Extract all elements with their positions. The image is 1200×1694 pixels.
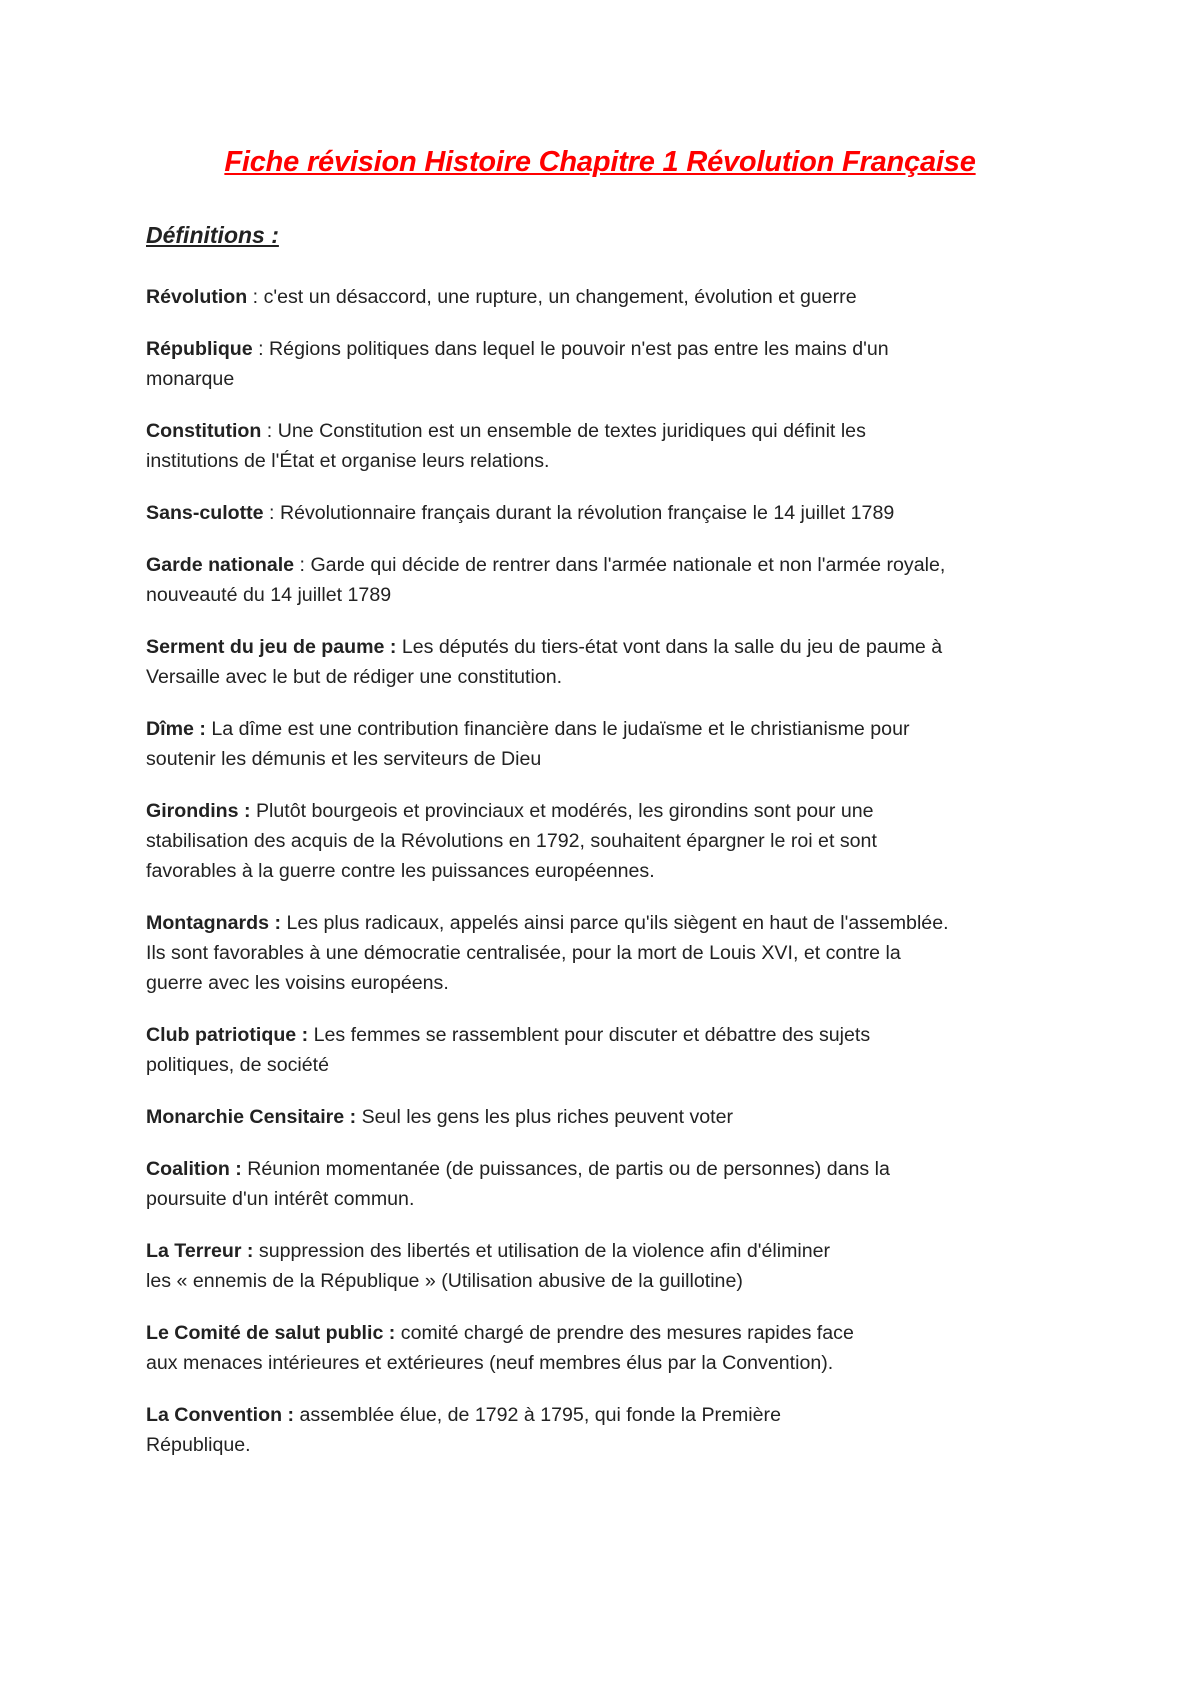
definition-text: Révolutionnaire français durant la révolution française le 14 juillet 1789 [279, 502, 895, 524]
definition-line [146, 1318, 1076, 1348]
definition-line [146, 796, 1076, 826]
definition-text: soutenir les démunis et les serviteurs de Dieu [146, 748, 542, 770]
definition-text: nouveauté du 14 juillet 1789 [146, 584, 392, 606]
section-heading-definitions: Définitions : [146, 222, 279, 248]
definition-item [146, 796, 1076, 886]
definition-term: La Terreur [146, 1240, 242, 1262]
definition-line [146, 968, 1076, 998]
definition-item [146, 1236, 1076, 1296]
definition-separator: : [252, 338, 270, 360]
definition-term: Coalition [146, 1158, 230, 1180]
definition-text: Régions politiques dans lequel le pouvoir n'est pas entre les mains d'un [269, 338, 889, 360]
definition-separator: : [193, 718, 212, 740]
definition-text: stabilisation des acquis de la Révolutions en 1792, souhaitent épargner le roi et sont [146, 830, 877, 852]
definition-text: Plutôt bourgeois et provinciaux et modérés, les girondins sont pour une [255, 800, 874, 822]
definition-term: Constitution [146, 420, 262, 442]
definition-item [146, 550, 1076, 610]
definition-text: comité chargé de prendre des mesures rapides face [400, 1322, 854, 1344]
definition-line [146, 714, 1076, 744]
definition-item [146, 632, 1076, 692]
definition-text: assemblée élue, de 1792 à 1795, qui fonde la Première [299, 1404, 781, 1426]
definition-term: Girondins [146, 800, 239, 822]
definition-term: Sans-culotte [146, 502, 264, 524]
definition-text: c'est un désaccord, une rupture, un changement, évolution et guerre [263, 286, 857, 308]
definition-text: guerre avec les voisins européens. [146, 972, 449, 994]
definition-text: Garde qui décide de rentrer dans l'armée nationale et non l'armée royale, [310, 554, 946, 576]
definition-item [146, 282, 1076, 312]
definition-item [146, 1020, 1076, 1080]
definition-line [146, 282, 1076, 312]
definition-item [146, 1400, 1076, 1460]
definition-term: Monarchie Censitaire [146, 1106, 345, 1128]
definition-term: Montagnards [146, 912, 270, 934]
definition-separator: : [344, 1106, 362, 1128]
definition-item [146, 416, 1076, 476]
definition-separator: : [247, 286, 264, 308]
definition-text: les « ennemis de la République » (Utilisation abusive de la guillotine) [146, 1270, 743, 1292]
definition-text: poursuite d'un intérêt commun. [146, 1188, 415, 1210]
definition-line [146, 826, 1076, 856]
definition-text: Ils sont favorables à une démocratie centralisée, pour la mort de Louis XVI, et contre la [146, 942, 901, 964]
definition-line [146, 580, 1076, 610]
definition-term: Le Comité de salut public [146, 1322, 384, 1344]
definition-text: Seul les gens les plus riches peuvent voter [361, 1106, 734, 1128]
definition-line [146, 1184, 1076, 1214]
definition-text: Les députés du tiers-état vont dans la salle du jeu de paume à [401, 636, 943, 658]
definition-item [146, 714, 1076, 774]
definition-line [146, 1236, 1076, 1266]
definition-text: favorables à la guerre contre les puissances européennes. [146, 860, 655, 882]
definition-term: République [146, 338, 253, 360]
definition-text: politiques, de société [146, 1054, 329, 1076]
definition-term: Garde nationale [146, 554, 295, 576]
definition-separator: : [383, 1322, 401, 1344]
definition-line [146, 446, 1076, 476]
definition-text: Les plus radicaux, appelés ainsi parce qu'ils siègent en haut de l'assemblée. [286, 912, 949, 934]
definition-term: Révolution [146, 286, 248, 308]
definition-text: monarque [146, 368, 235, 390]
definition-item [146, 498, 1076, 528]
definition-line [146, 416, 1076, 446]
definition-line [146, 1050, 1076, 1080]
definition-item [146, 334, 1076, 394]
definition-line [146, 908, 1076, 938]
definition-text: La dîme est une contribution financière dans le judaïsme et le christianisme pour [211, 718, 910, 740]
definition-term: Serment du jeu de paume [146, 636, 385, 658]
definition-text: aux menaces intérieures et extérieures (neuf membres élus par la Convention). [146, 1352, 834, 1374]
definition-term: Dîme [146, 718, 194, 740]
definition-separator: : [229, 1158, 248, 1180]
definition-text: Versaille avec le but de rédiger une constitution. [146, 666, 563, 688]
definition-separator: : [241, 1240, 259, 1262]
definition-text: Les femmes se rassemblent pour discuter et débattre des sujets [313, 1024, 871, 1046]
definition-separator: : [263, 502, 280, 524]
definition-text: Une Constitution est un ensemble de textes juridiques qui définit les [277, 420, 866, 442]
definition-item [146, 1154, 1076, 1214]
definition-item [146, 1318, 1076, 1378]
definition-line [146, 938, 1076, 968]
definition-line [146, 1102, 1076, 1132]
definition-separator: : [384, 636, 402, 658]
definition-line [146, 1154, 1076, 1184]
definition-line [146, 334, 1076, 364]
definition-item [146, 908, 1076, 998]
definition-separator: : [269, 912, 287, 934]
definition-line [146, 632, 1076, 662]
definition-term: La Convention [146, 1404, 283, 1426]
page-title: Fiche révision Histoire Chapitre 1 Révolution Française [224, 146, 976, 178]
definition-text: institutions de l'État et organise leurs relations. [146, 450, 550, 472]
definition-separator: : [282, 1404, 300, 1426]
definition-line [146, 550, 1076, 580]
definitions-list [146, 282, 1076, 1460]
definition-line [146, 856, 1076, 886]
definition-separator: : [296, 1024, 314, 1046]
definition-term: Club patriotique [146, 1024, 297, 1046]
definition-line [146, 1266, 1076, 1296]
definition-line [146, 1348, 1076, 1378]
definition-text: Réunion momentanée (de puissances, de partis ou de personnes) dans la [247, 1158, 890, 1180]
definition-separator: : [238, 800, 256, 822]
definition-text: République. [146, 1434, 251, 1456]
definition-line [146, 364, 1076, 394]
definition-text: suppression des libertés et utilisation de la violence afin d'éliminer [258, 1240, 831, 1262]
definition-separator: : [294, 554, 311, 576]
definition-line [146, 662, 1076, 692]
definition-line [146, 744, 1076, 774]
definition-line [146, 1020, 1076, 1050]
definition-line [146, 498, 1076, 528]
definition-line [146, 1400, 1076, 1430]
definition-separator: : [261, 420, 278, 442]
definition-item [146, 1102, 1076, 1132]
definition-line [146, 1430, 1076, 1460]
